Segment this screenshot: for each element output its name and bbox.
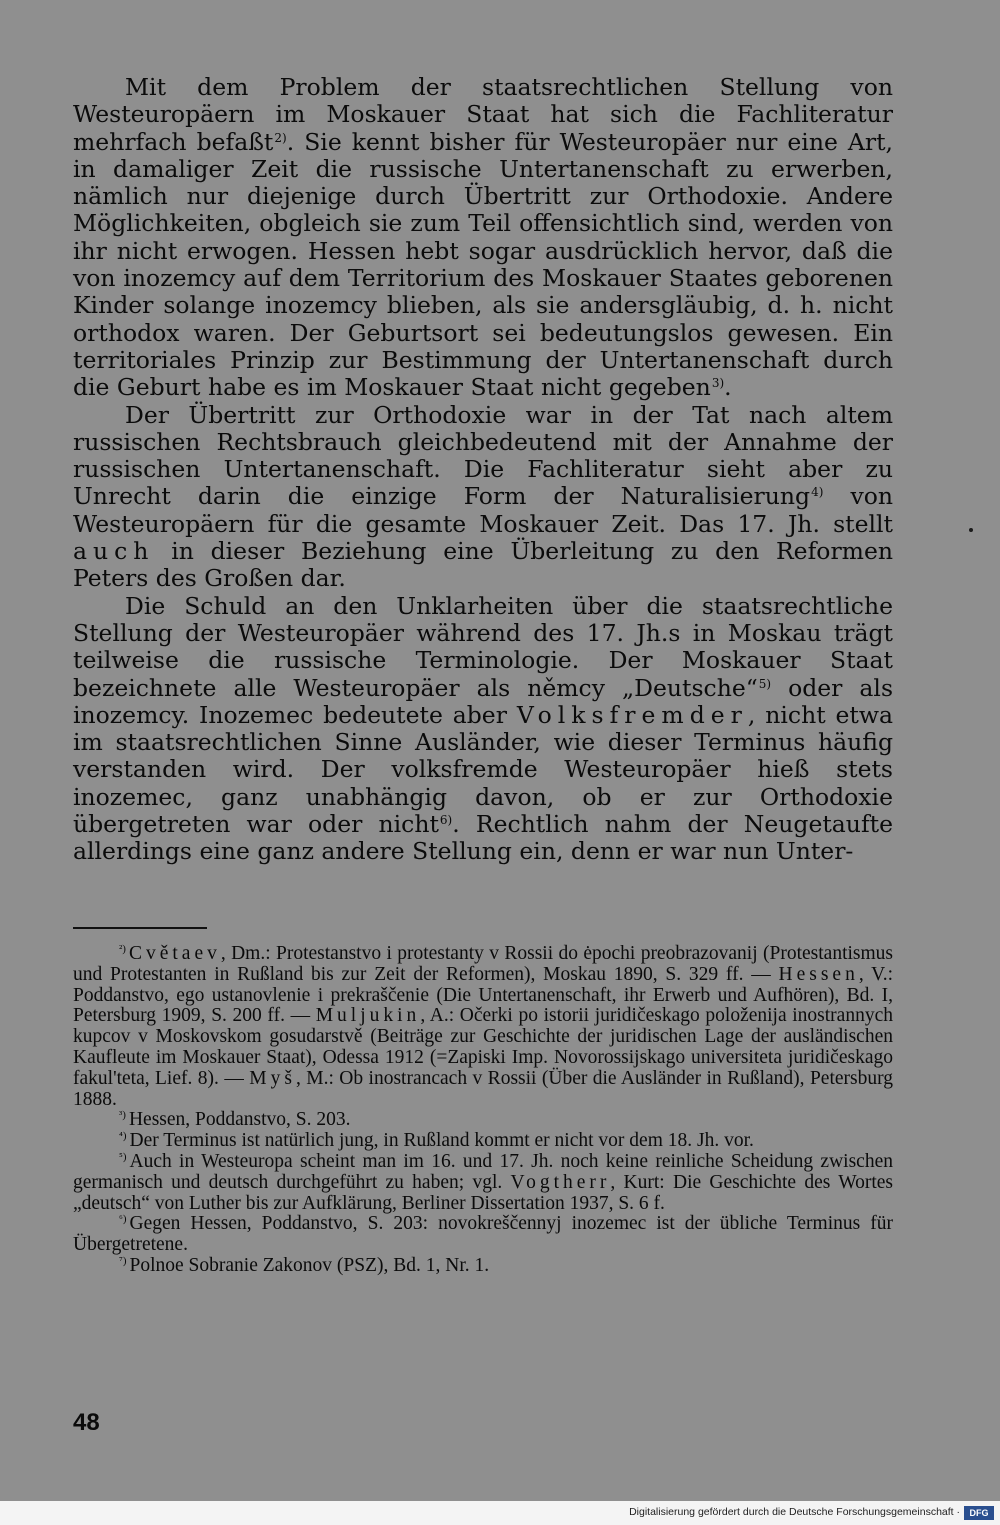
footnote-text: , V.: Poddanstvo, ego ustanovlenie i prekraščenie (Die Untertanenschaft, ihr Erwerb und Aufhören), Bd. I, Petersburg 1909, S. 200 ff. — xyxy=(73,963,893,1027)
spaced-emphasis: Volksfremder xyxy=(516,700,748,729)
footnote-marker: ²) xyxy=(119,943,126,955)
footnote-text: , A.: Očerki po istorii juridičeskago položenija inostrannych kupcov v Moskovskom gosudarstvě (Beiträge zur Geschichte der juridischen Lage der ausländischen Kaufleute im Moskauer Staat), Odessa 1912 (=Zapiski Imp. Novorossijskago universiteta juridičeskago fakul'teta, Lief. 8). — xyxy=(73,1005,893,1089)
footnote-2 xyxy=(73,944,893,1110)
dfg-logo: DFG xyxy=(964,1506,994,1520)
footnote-ref-2: 2) xyxy=(274,130,287,145)
footnote-divider xyxy=(73,927,207,929)
credit-text: Digitalisierung gefördert durch die Deutsche Forschungsgemeinschaft · xyxy=(629,1506,960,1518)
paragraph-2-text: Der Übertritt zur Orthodoxie war in der Tat nach altem russischen Rechtsbrauch gleichbedeutend mit der Annahme der russischen Untertanenschaft. Die Fachliteratur sieht aber zu Unrecht darin die einzige Form der Naturalisierung xyxy=(73,400,893,511)
spaced-emphasis: auch xyxy=(73,537,155,566)
page-number: 48 xyxy=(73,1409,100,1436)
digitization-credit-bar xyxy=(0,1501,1000,1525)
footnote-ref-4: 4) xyxy=(811,485,824,500)
paragraph-3-text-d: . Rechtlich nahm der Neugetaufte allerdings eine ganz andere Stellung ein, denn er war nun Unter- xyxy=(73,810,893,866)
footnote-text: , Kurt: Die Geschichte des Wortes „deutsch“ von Luther bis zur Aufklärung, Berliner Dissertation 1937, S. 6 f. xyxy=(73,1171,893,1214)
footnote-marker: ³) xyxy=(119,1109,126,1122)
footnote-text: Auch in Westeuropa scheint man im 16. und 17. Jh. noch keine reinliche Scheidung zwischen germanisch und deutsch durchgeführt zu haben; vgl. xyxy=(73,1150,893,1193)
paragraph-3 xyxy=(73,593,893,866)
footnote-text: Hessen, Poddanstvo, S. 203. xyxy=(128,1109,351,1131)
footnote-marker: ⁵) xyxy=(119,1150,127,1163)
paragraph-1-text: Mit dem Problem der staatsrechtlichen Stellung von Westeuropäern im Moskauer Staat hat sich die Fachliteratur mehrfach befaßt xyxy=(73,73,893,156)
author-name: Vogtherr xyxy=(510,1171,611,1193)
footnote-6 xyxy=(73,1214,893,1256)
author-name: Myš xyxy=(249,1067,296,1089)
paragraph-3-text-c: , nicht etwa im staatsrechtlichen Sinne Ausländer, wie dieser Terminus häufig verstanden wird. Der volksfremde Westeuropäer hieß stets inozemec, ganz unabhängig davon, ob er zur Orthodoxie übergetreten war oder nicht xyxy=(73,700,893,839)
main-text xyxy=(73,74,893,866)
footnote-text: , M.: Ob inostrancach v Rossii (Über die Ausländer in Rußland), Petersburg 1888. xyxy=(73,1067,894,1110)
footnote-marker: ⁴) xyxy=(119,1130,127,1143)
footnote-5 xyxy=(73,1152,893,1214)
footnote-marker: ⁷) xyxy=(119,1254,127,1267)
author-name: Cvětaev xyxy=(128,943,221,964)
paragraph-2-text-b: von Westeuropäern für die gesamte Moskauer Zeit. Das 17. Jh. stellt xyxy=(73,482,894,538)
paragraph-3-text: Die Schuld an den Unklarheiten über die staatsrechtliche Stellung der Westeuropäer während des 17. Jh.s in Moskau trägt teilweise die russische Terminologie. Der Moskauer Staat bezeichnete alle Westeuropäer als němcy „Deutsche“ xyxy=(73,591,893,702)
paragraph-1-text-b: . Sie kennt bisher für Westeuropäer nur eine Art, in damaliger Zeit die russische Untertanenschaft zu erwerben, nämlich nur diejenige durch Übertritt zur Orthodoxie. Andere Möglichkeiten, obgleich sie zum Teil offensichtlich sind, werden von ihr nicht erwogen. Hessen hebt sogar ausdrücklich hervor, daß die von inozemcy auf dem Territorium des Moskauer Staates geborenen Kinder solange inozemcy blieben, als sie andersgläubig, d. h. nicht orthodox waren. Der Geburtsort sei bedeutungslos gewesen. Ein territoriales Prinzip zur Bestimmung der Untertanenschaft durch die Geburt habe es im Moskauer Staat nicht gegeben xyxy=(73,127,893,402)
footnote-text: Gegen Hessen, Poddanstvo, S. 203: novokreščennyj inozemec ist der übliche Terminus für Übergetretene. xyxy=(73,1213,893,1256)
footnote-ref-6: 6) xyxy=(439,813,453,828)
footnote-marker: ⁶) xyxy=(119,1213,127,1226)
footnote-text: , Dm.: Protestanstvo i protestanty v Rossii do ėpochi preobrazovanij (Protestantismus und Protestanten in Rußland bis zur Zeit der Reformen), Moskau 1890, S. 329 ff. — xyxy=(73,943,893,985)
footnote-text: Der Terminus ist natürlich jung, in Rußland kommt er nicht vor dem 18. Jh. vor. xyxy=(129,1130,754,1152)
footnotes xyxy=(73,944,893,1277)
footnote-7 xyxy=(73,1256,893,1277)
paragraph-2 xyxy=(73,402,893,593)
paragraph-2-text-c: in dieser Beziehung eine Überleitung zu den Reformen Peters des Großen dar. xyxy=(73,537,893,593)
footnote-4 xyxy=(73,1131,893,1152)
footnote-text: Polnoe Sobranie Zakonov (PSZ), Bd. 1, Nr. 1. xyxy=(129,1254,490,1276)
footnote-3 xyxy=(73,1110,893,1131)
margin-speck xyxy=(969,528,973,532)
paragraph-1 xyxy=(73,74,893,402)
author-name: Muljukin xyxy=(315,1005,421,1027)
paragraph-1-text-c: . xyxy=(724,373,732,402)
footnote-ref-5: 5) xyxy=(758,676,772,691)
footnote-ref-3: 3) xyxy=(711,376,725,391)
paragraph-3-text-b: oder als inozemcy. Inozemec bedeutete aber xyxy=(73,673,894,729)
author-name: Hessen xyxy=(778,963,859,985)
